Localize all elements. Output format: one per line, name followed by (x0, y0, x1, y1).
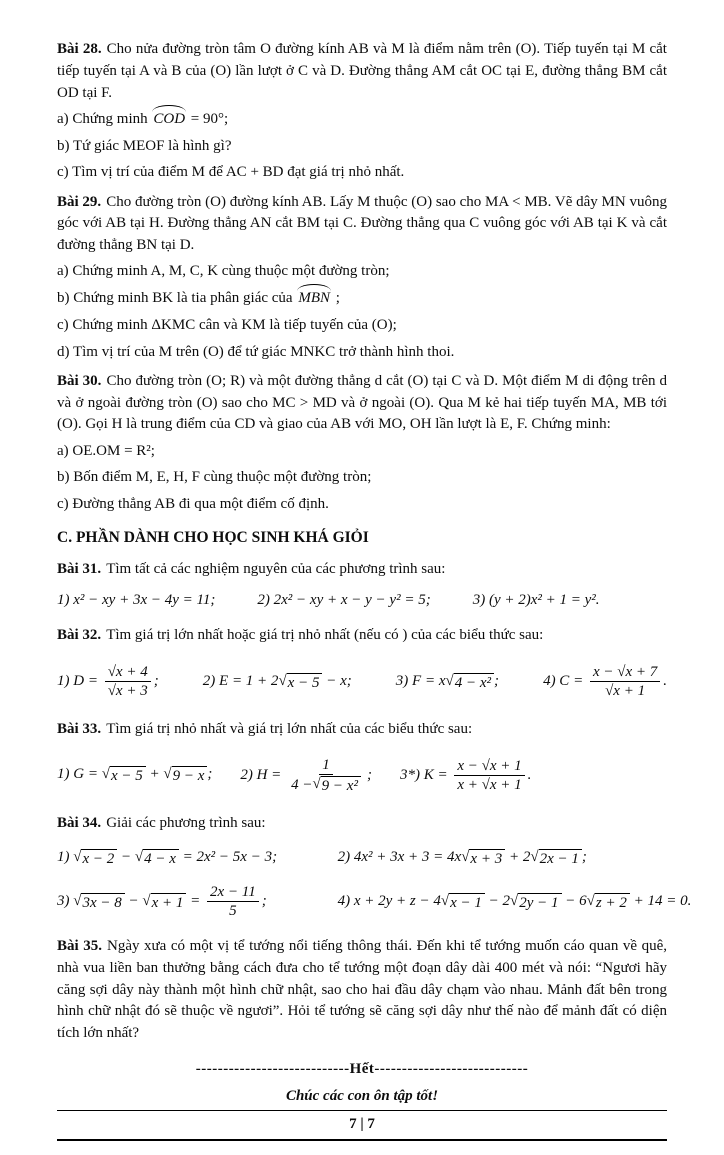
problem-30-part-b: b) Bốn điểm M, E, H, F cùng thuộc một đường tròn; (57, 469, 372, 486)
problem-28-part-b: b) Tứ giác MEOF là hình gì? (57, 137, 232, 154)
radicand: z + 2 (595, 893, 630, 912)
math-text: ; (366, 766, 372, 783)
problem-32-statement (57, 625, 667, 647)
problem-28-statement (57, 39, 667, 104)
math-text: − 6 (561, 892, 587, 909)
radicand: x − 2 (81, 849, 117, 868)
fraction (590, 663, 660, 700)
denominator (454, 776, 524, 794)
sqrt-expression (587, 892, 630, 912)
math-text: ; (207, 766, 213, 783)
problem-31-label: Bài 31. (57, 560, 102, 577)
equation-34-1 (57, 847, 338, 869)
sqrt-expression (278, 672, 322, 692)
radical-icon: √ (73, 849, 82, 866)
equation-33-1 (57, 764, 212, 786)
problem-34-intro: Giải các phương trình sau: (106, 814, 266, 831)
math-text: . (527, 766, 532, 783)
closing-wish: Chúc các con ôn tập tốt! (285, 1087, 439, 1104)
radicand: 2x − 1 (539, 849, 582, 868)
math-text: 4 − (291, 776, 313, 793)
problem-35-statement (57, 936, 667, 1045)
math-text: √x + 3 (107, 682, 148, 699)
math-text: − (117, 849, 135, 866)
problem-29-label: Bài 29. (57, 193, 102, 210)
problem-28-part-a (57, 109, 667, 131)
math-text: = 90°; (187, 110, 229, 127)
problem-33-equations (57, 756, 667, 795)
radicand: x + 1 (151, 893, 187, 912)
sqrt-expression (461, 848, 505, 868)
equation-33-3 (400, 757, 531, 794)
math-text: 3) F = x (395, 672, 446, 689)
arc-over-label: MBN (298, 288, 330, 310)
page-footer (57, 1110, 667, 1141)
fraction (288, 756, 364, 795)
math-text: 4) C = (543, 672, 587, 689)
radicand: 9 − x² (321, 776, 361, 795)
math-text: 1 (322, 756, 330, 773)
sqrt-expression (312, 775, 361, 795)
denominator (226, 902, 240, 920)
fraction (207, 883, 259, 920)
problem-28-body: Cho nửa đường tròn tâm O đường kính AB và M là điểm nằm trên (O). Tiếp tuyến tại M cắt tiếp tuyến tại A và B của (O) lần lượt ở C và D. Đường thẳng AM cắt OC tại E, đường thẳng BM cắt OD tại F. (57, 41, 667, 101)
math-text: ; (153, 672, 159, 689)
sqrt-expression (530, 848, 582, 868)
sqrt-expression (73, 848, 117, 868)
math-text: 1) (57, 849, 74, 866)
problem-34-equations (57, 847, 692, 920)
arc-over-label: COD (153, 109, 185, 131)
radical-icon: √ (530, 849, 539, 866)
math-text: + 2 (505, 849, 531, 866)
equation-31-1: 1) x² − xy + 3x − 4y = 11; (57, 592, 216, 609)
fraction (454, 757, 524, 794)
numerator (207, 883, 259, 902)
equation-32-1 (57, 663, 159, 700)
math-text: 2x − 11 (210, 884, 256, 901)
problem-35-body: Ngày xưa có một vị tể tướng nổi tiếng thông thái. Đến khi tể tướng muốn cáo quan về quê, nhà vua liền ban thưởng bằng cách đưa cho tể tướng một đoạn dây dài 400 mét và nói: “Ngươi hãy căng sợi dây này thành một hình chữ nhật, sao cho hai đầu dây chạm vào nhau. Mảnh đất bên trong hình chữ nhật đó sẽ thuộc về ngươi”. Hỏi tể tướng sẽ căng sợi dây như thế nào để mảnh đất có diện tích lớn nhất? (57, 938, 667, 1042)
math-text: − 2 (484, 892, 510, 909)
math-text: √x + 4 (107, 663, 148, 680)
footer-rule-bottom (57, 1139, 667, 1141)
radicand: x − 5 (287, 673, 323, 692)
math-text: 1) D = (57, 672, 102, 689)
radical-icon: √ (134, 849, 144, 866)
problem-31-intro: Tìm tất cả các nghiệm nguyên của các phương trình sau: (106, 560, 446, 577)
problem-34-label: Bài 34. (57, 814, 102, 831)
equation-32-2 (203, 671, 352, 693)
math-text: ; (261, 893, 267, 910)
problem-32-equations (57, 663, 667, 700)
problem-33-statement (57, 719, 667, 741)
radicand: x + 3 (469, 849, 505, 868)
math-text: 1) G = (57, 766, 102, 783)
page-number: 7 | 7 (349, 1116, 375, 1133)
radicand: x − 5 (110, 766, 146, 785)
problem-31-equations (57, 590, 667, 612)
math-text: 2) E = 1 + 2 (202, 672, 279, 689)
denominator (288, 775, 364, 795)
math-text: ; (494, 672, 499, 689)
sqrt-expression (142, 892, 186, 912)
sqrt-expression (135, 848, 179, 868)
problem-34-statement (57, 813, 667, 835)
equation-31-2: 2) 2x² − xy + x − y − y² = 5; (257, 592, 431, 609)
math-text: x − √x + 1 (457, 757, 522, 774)
section-header: C. PHẦN DÀNH CHO HỌC SINH KHÁ GIỎI (57, 529, 369, 547)
math-text: 4) x + 2y + z − 4 (337, 892, 441, 909)
fraction (105, 663, 151, 700)
problem-33-label: Bài 33. (57, 720, 102, 737)
problem-28-part-c: c) Tìm vị trí của điểm M để AC + BD đạt giá trị nhỏ nhất. (57, 164, 405, 181)
radical-icon: √ (163, 766, 172, 783)
radicand: 3x − 8 (81, 893, 124, 912)
math-text: − (124, 893, 143, 910)
radicand: 4 − x (143, 849, 179, 868)
problem-31-statement (57, 559, 667, 581)
numerator (105, 663, 151, 682)
math-text: a) Chứng minh (57, 110, 152, 127)
math-text: 2) H = (240, 766, 286, 783)
radical-icon: √ (142, 893, 151, 910)
math-text: √x + 1 (605, 682, 646, 699)
math-text: ; (581, 849, 587, 866)
math-text: 3*) K = (399, 766, 452, 783)
numerator (590, 663, 660, 682)
equation-31-3: 3) (y + 2)x² + 1 = y². (472, 592, 600, 609)
radicand: 4 − x² (454, 673, 494, 692)
math-text: 5 (229, 903, 237, 920)
problem-33-intro: Tìm giá trị nhỏ nhất và giá trị lớn nhất của các biểu thức sau: (106, 720, 473, 737)
radical-icon: √ (73, 893, 82, 910)
denominator (105, 682, 151, 700)
problem-29-body: Cho đường tròn (O) đường kính AB. Lấy M thuộc (O) sao cho MA < MB. Vẽ dây MN vuông góc với AB tại H. Đường thẳng AN cắt BM tại C. Đường thẳng qua C vuông góc với AB tại K và cắt đường thẳng BN tại D. (57, 193, 667, 253)
math-text: b) Chứng minh BK là tia phân giác của (57, 290, 297, 306)
radical-icon: √ (312, 775, 321, 792)
equation-32-3 (396, 671, 499, 693)
problem-30-label: Bài 30. (57, 372, 102, 389)
problem-29-part-b (57, 288, 667, 310)
problem-30-statement (57, 371, 667, 436)
math-text: + 14 = 0. (629, 892, 692, 909)
sqrt-expression (510, 892, 562, 912)
math-text: = (186, 893, 205, 910)
sqrt-expression (73, 892, 125, 912)
sqrt-expression (102, 765, 146, 785)
radical-icon: √ (445, 672, 454, 689)
math-text: − x; (322, 672, 352, 689)
problem-30-part-a: a) OE.OM = R²; (57, 442, 155, 459)
equation-34-3 (57, 883, 338, 920)
radicand: 2y − 1 (518, 893, 561, 912)
math-text: 3) (57, 893, 74, 910)
radical-icon: √ (440, 892, 450, 909)
equation-34-4 (337, 891, 692, 913)
problem-29-part-d: d) Tìm vị trí của M trên (O) để tứ giác MNKC trở thành hình thoi. (57, 343, 455, 360)
equation-33-2 (240, 756, 372, 795)
numerator (454, 757, 524, 776)
radical-icon: √ (510, 892, 519, 909)
problem-35-label: Bài 35. (57, 938, 102, 955)
problem-30-part-c: c) Đường thẳng AB đi qua một điểm cố định. (57, 496, 329, 512)
problem-28-label: Bài 28. (57, 41, 102, 57)
math-text: = 2x² − 5x − 3; (178, 849, 278, 866)
numerator (319, 756, 333, 775)
math-text: 2) 4x² + 3x + 3 = 4x (337, 849, 462, 866)
denominator (602, 682, 648, 700)
problem-29-statement (57, 192, 667, 257)
math-text: x − √x + 7 (592, 663, 658, 680)
radical-icon: √ (278, 672, 287, 689)
equation-32-4 (543, 663, 667, 700)
radical-icon: √ (461, 849, 470, 866)
radicand: 9 − x (172, 766, 208, 785)
radical-icon: √ (586, 892, 595, 909)
math-text: ; (332, 290, 340, 306)
radicand: x − 1 (449, 893, 485, 912)
equation-34-2 (338, 847, 667, 869)
sqrt-expression (441, 892, 485, 912)
math-text: . (663, 672, 667, 689)
radical-icon: √ (101, 766, 110, 783)
problem-29-part-a: a) Chứng minh A, M, C, K cùng thuộc một đường tròn; (57, 263, 390, 280)
problem-32-intro: Tìm giá trị lớn nhất hoặc giá trị nhỏ nhất (nếu có ) của các biểu thức sau: (106, 627, 544, 644)
problem-30-body: Cho đường tròn (O; R) và một đường thẳng d cắt (O) tại C và D. Một điểm M di động trên d và ở ngoài đường tròn (O) sao cho MC > MD và ở ngoài (O). Qua M kẻ hai tiếp tuyến MA, MB tới (O). Gọi H là trung điểm của CD và giao của AB với MO, OH lần lượt là E, F. Chứng minh: (57, 372, 667, 433)
problem-29-part-c: c) Chứng minh ΔKMC cân và KM là tiếp tuyến của (O); (57, 316, 397, 333)
problem-32-label: Bài 32. (57, 627, 102, 644)
sqrt-expression (445, 672, 494, 692)
sqrt-expression (163, 765, 207, 785)
math-text: + (145, 766, 164, 783)
math-text: x + √x + 1 (457, 776, 522, 793)
end-divider: ----------------------------Hết---------------------------- (195, 1060, 529, 1077)
